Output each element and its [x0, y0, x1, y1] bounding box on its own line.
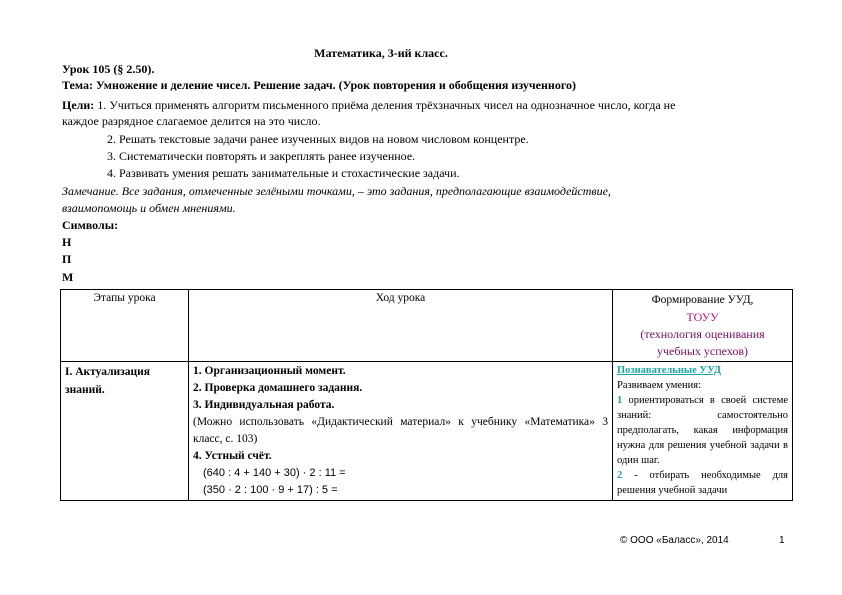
- expression-1: (640 : 4 + 140 + 30) · 2 : 11 =: [203, 467, 346, 479]
- uud-heading: Познавательные УУД: [617, 365, 721, 376]
- stage-cell: I. Актуализация знаний.: [61, 362, 189, 501]
- note-line-1: Замечание. Все задания, отмеченные зелёными точками, – это задания, предполагающие взаимодействие,: [62, 184, 611, 198]
- header-uud: [613, 290, 793, 362]
- step-3-description: (Можно использовать «Дидактический материал» к учебнику «Математика» 3 класс, с. 103): [193, 416, 608, 445]
- uud-intro: Развиваем умения:: [617, 380, 702, 391]
- topic-label: Тема:: [62, 78, 93, 92]
- header-touu-desc: (технология оценивания учебных успехов): [640, 327, 765, 358]
- copyright: © ООО «Баласс», 2014: [620, 535, 729, 546]
- green-dot-2: 2: [617, 470, 623, 481]
- symbol-p: П: [62, 252, 72, 266]
- goal-3: 3. Систематически повторять и закреплять ранее изученное.: [107, 149, 416, 163]
- goal-2: 2. Решать текстовые задачи ранее изученных видов на новом числовом концентре.: [107, 132, 529, 146]
- expression-2: (350 · 2 : 100 · 9 + 17) : 5 =: [203, 484, 338, 496]
- goals-line: [62, 98, 675, 113]
- symbol-n: Н: [62, 235, 72, 249]
- goal-4: 4. Развивать умения решать занимательные и стохастические задачи.: [107, 166, 460, 180]
- header-stages: Этапы урока: [61, 290, 189, 362]
- step-3: 3. Индивидуальная работа.: [193, 399, 335, 411]
- page-number: 1: [779, 535, 785, 546]
- uud-skill-2: [617, 468, 788, 498]
- uud-skill-2-text: - отбирать необходимые для решения учебной задачи: [617, 470, 788, 496]
- table-header-row: [61, 290, 793, 362]
- lesson-table: [60, 289, 793, 501]
- uud-skill-1: [617, 393, 788, 468]
- header-uud-title: Формирование УУД,: [651, 294, 754, 306]
- course-cell: [189, 362, 613, 501]
- goal-1-continued: каждое разрядное слагаемое делится на это число.: [62, 114, 321, 128]
- topic-text: Умножение и деление чисел. Решение задач. (Урок повторения и обобщения изученного): [92, 78, 576, 92]
- note-line-2: взаимопомощь и обмен мнениями.: [62, 201, 236, 215]
- uud-skill-1-text: ориентироваться в своей системе знаний: самостоятельно предполагать, какая информация нужна для решения учебной задачи в один шаг.: [617, 395, 788, 466]
- step-4: 4. Устный счёт.: [193, 450, 272, 462]
- document-title: Математика, 3-ий класс.: [314, 46, 448, 60]
- goal-1: 1. Учиться применять алгоритм письменного приёма деления трёхзначных чисел на однозначное число, когда не: [94, 98, 676, 112]
- symbol-m: М: [62, 270, 74, 284]
- table-row: [61, 362, 793, 501]
- goals-label: Цели:: [62, 98, 95, 112]
- step-1: 1. Организационный момент.: [193, 365, 346, 377]
- lesson-number: Урок 105 (§ 2.50).: [62, 62, 155, 76]
- symbols-label: Символы:: [62, 218, 119, 232]
- green-dot-1: 1: [617, 395, 623, 406]
- header-course: Ход урока: [189, 290, 613, 362]
- uud-cell: [613, 362, 793, 501]
- header-touu: ТОУУ: [686, 310, 719, 324]
- step-2: 2. Проверка домашнего задания.: [193, 382, 363, 394]
- topic-line: [62, 78, 576, 93]
